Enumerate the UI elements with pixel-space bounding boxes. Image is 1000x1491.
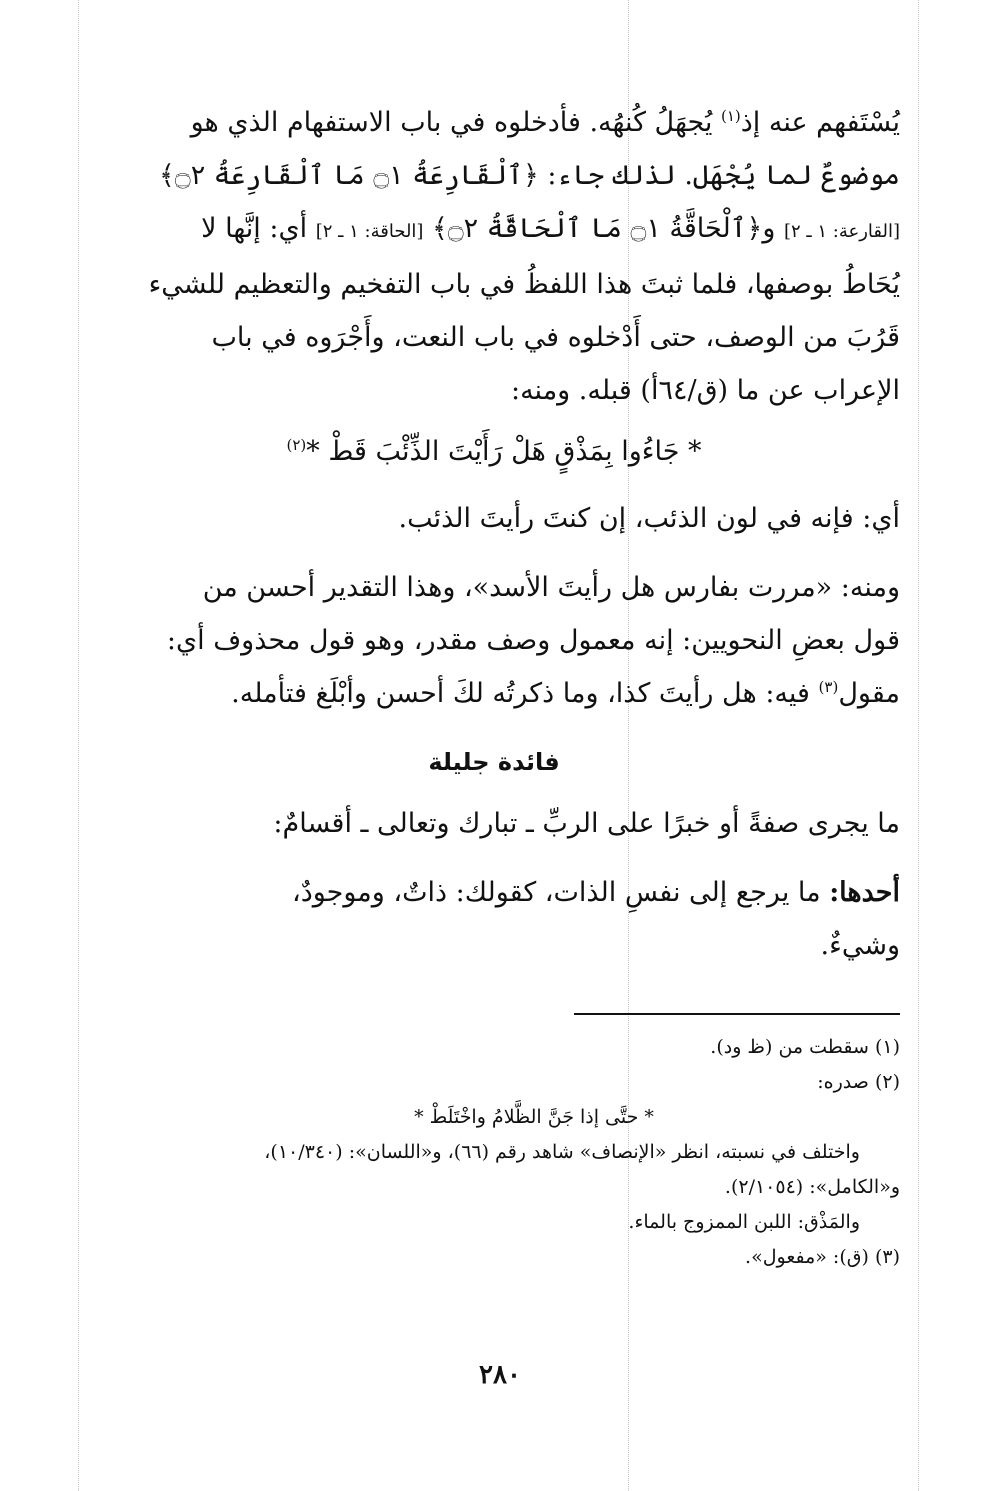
text-line: يُسْتَفهم عنه إذ$^{(١)}$ يُجهَلُ كُنهُه. فأدخلوه في باب الاستفهام الذي هو [190, 107, 900, 138]
text-line: الإعراب عن ما (ق/٦٤أ) قبله. ومنه: [510, 375, 900, 406]
footnote-line: و«الكامل»: (٢/١٠٥٤). [724, 1176, 900, 1198]
paragraph-4: ما يجرى صفةً أو خبرًا على الربِّ ـ تبارك وتعالى ـ أقسامٌ: [273, 808, 900, 839]
footnote-ref: (٣) [818, 678, 839, 696]
paragraph-5 [88, 866, 900, 972]
footnote-ref: (١) [720, 107, 741, 125]
text-line: ومنه: «مررت بفارس هل رأيتَ الأسد»، وهذا التقدير أحسن من [202, 572, 900, 603]
footnote-separator [574, 1013, 900, 1015]
paragraph-1 [88, 96, 900, 417]
footnote-line: واختلف في نسبته، انظر «الإنصاف» شاهد رقم (٦٦)، و«اللسان»: (١٠/٣٤٠)، [264, 1141, 860, 1163]
footnote-line: والمَذْق: اللبن الممزوج بالماء. [628, 1211, 860, 1233]
text-line: [القارعة: ١ ـ ٢] و﴿ٱلْحَاقَّةُ ۝١ مَا ٱلْحَاقَّةُ ۝٢﴾ [الحاقة: ١ ـ ٢] أي: إنَّها لا [201, 213, 900, 244]
text-line: مقول$^{(٣)}$ فيه: هل رأيتَ كذا، وما ذكرتُه لكَ أحسن وأبْلَغ فتأمله. [231, 678, 900, 709]
footnotes [88, 1030, 900, 1275]
bold-lead: أحدها: [829, 877, 900, 908]
footnote-verse: * حتَّى إذا جَنَّ الظَّلامُ واخْتَلَطْ * [414, 1106, 654, 1128]
text-line: وشيءٌ. [820, 930, 900, 961]
quran-reference: [الحاقة: ١ ـ ٢] [315, 221, 424, 242]
paragraph-2: أي: فإنه في لون الذئب، إن كنتَ رأيتَ الذئب. [398, 503, 900, 534]
footnote-3: (٣) (ق): «مفعول». [745, 1246, 900, 1268]
section-heading: فائدة جليلة [428, 748, 560, 776]
text-line: موضوعٌ لما يُجْهَل. لذلك جاء: ﴿ٱلْقَارِعَةُ ۝١ مَا ٱلْقَارِعَةُ ۝٢﴾ [159, 160, 900, 191]
paragraph-3 [88, 561, 900, 720]
text-line: يُحَاطُ بوصفها، فلما ثبتَ هذا اللفظُ في باب التفخيم والتعظيم للشيء [148, 269, 900, 300]
scan-guide-line [78, 0, 79, 1491]
quran-reference: [القارعة: ١ ـ ٢] [783, 221, 900, 242]
page-number: ٢٨٠ [479, 1360, 521, 1390]
poetry-verse: * جَاءُوا بِمَذْقٍ هَلْ رَأَيْتَ الذِّئْبَ قَطْ *$^{(٢)}$ [286, 436, 702, 467]
text-line: قَرُبَ من الوصف، حتى أَدْخلوه في باب النعت، وأَجْرَوه في باب [211, 322, 900, 353]
footnote-ref: (٢) [286, 436, 307, 454]
footnote-1: (١) سقطت من (ظ ود). [710, 1036, 900, 1058]
footnote-2: (٢) صدره: [817, 1071, 900, 1093]
text-line: قول بعضِ النحويين: إنه معمول وصف مقدر، وهو قول محذوف أي: [166, 625, 900, 656]
main-text [88, 96, 900, 972]
scan-guide-line [918, 0, 919, 1491]
text-line: أحدها: ما يرجع إلى نفسِ الذات، كقولك: ذاتٌ، وموجودٌ، [291, 877, 900, 908]
